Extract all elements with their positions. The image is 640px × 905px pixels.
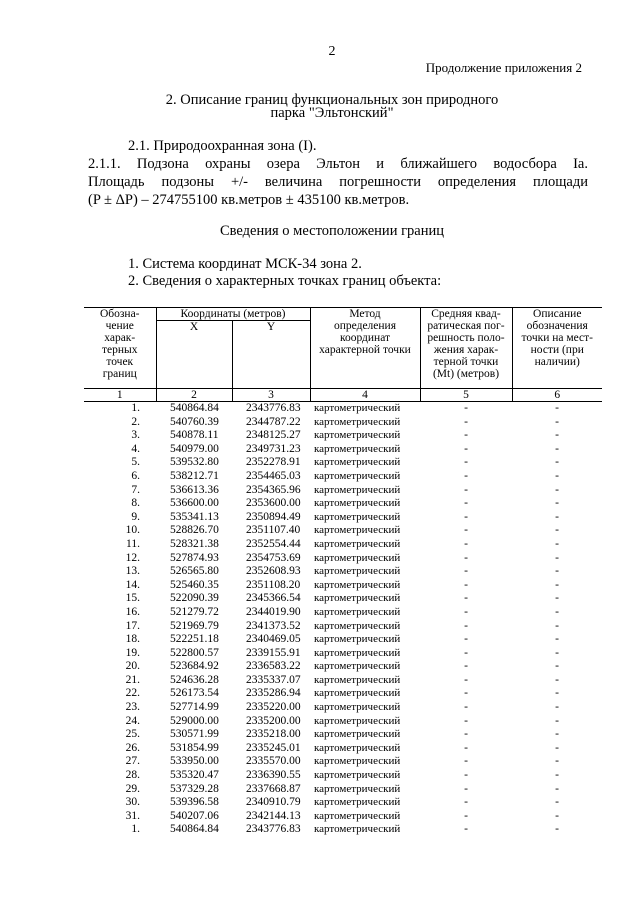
method: картометрический: [314, 469, 401, 482]
method: картометрический: [314, 687, 401, 700]
method: картометрический: [314, 755, 401, 768]
coord-y: 2335286.94: [246, 687, 301, 700]
description: -: [555, 660, 559, 673]
method: картометрический: [314, 809, 401, 822]
table-row: [84, 497, 602, 511]
coord-y: 2344019.90: [246, 605, 301, 618]
method: картометрический: [314, 728, 401, 741]
accuracy: -: [464, 782, 468, 795]
description: -: [555, 646, 559, 659]
coord-x: 535341.13: [170, 510, 219, 523]
coord-x: 530571.99: [170, 728, 219, 741]
description: -: [555, 633, 559, 646]
coord-y: 2342144.13: [246, 809, 301, 822]
method: картометрический: [314, 633, 401, 646]
description: -: [555, 429, 559, 442]
header-designation: Обозна- чение харак- терных точек границ: [84, 308, 156, 389]
coord-y: 2335218.00: [246, 728, 301, 741]
coord-x: 533950.00: [170, 755, 219, 768]
table-row: [84, 484, 602, 498]
col-number: 6: [512, 389, 602, 402]
point-number: 4.: [131, 442, 140, 455]
method: картометрический: [314, 673, 401, 686]
point-number: 26.: [125, 741, 140, 754]
coord-y: 2343776.83: [246, 402, 301, 414]
col-number: 1: [84, 389, 156, 402]
accuracy: -: [464, 646, 468, 659]
point-number: 6.: [131, 469, 140, 482]
description: -: [555, 415, 559, 428]
accuracy: -: [464, 510, 468, 523]
appendix-continuation-note: Продолжение приложения 2: [425, 60, 582, 75]
point-number: 1.: [131, 823, 140, 836]
boundary-points-table: [84, 307, 602, 837]
accuracy: -: [464, 565, 468, 578]
description: -: [555, 701, 559, 714]
method: картометрический: [314, 619, 401, 632]
accuracy: -: [464, 673, 468, 686]
coord-y: 2354753.69: [246, 551, 301, 564]
col-number: 4: [310, 389, 420, 402]
coord-x: 521969.79: [170, 619, 219, 632]
accuracy: -: [464, 605, 468, 618]
coord-x: 536600.00: [170, 497, 219, 510]
description: -: [555, 402, 559, 414]
coord-y: 2343776.83: [246, 823, 301, 836]
coord-y: 2352278.91: [246, 456, 301, 469]
accuracy: -: [464, 592, 468, 605]
table-row: [84, 660, 602, 674]
coord-x: 524636.28: [170, 673, 219, 686]
coord-y: 2351108.20: [246, 578, 301, 591]
accuracy: -: [464, 741, 468, 754]
coord-y: 2353600.00: [246, 497, 301, 510]
method: картометрический: [314, 646, 401, 659]
point-number: 1.: [131, 402, 140, 414]
method: картометрический: [314, 714, 401, 727]
table-row: [84, 742, 602, 756]
point-number: 5.: [131, 456, 140, 469]
coord-y: 2345366.54: [246, 592, 301, 605]
accuracy: -: [464, 633, 468, 646]
point-number: 31.: [125, 809, 140, 822]
table-row: [84, 592, 602, 606]
coord-y: 2340910.79: [246, 796, 301, 809]
table-body: [84, 402, 602, 838]
table-row: [84, 810, 602, 824]
description: -: [555, 755, 559, 768]
method: картометрический: [314, 497, 401, 510]
method: картометрический: [314, 565, 401, 578]
coord-x: 521279.72: [170, 605, 219, 618]
point-number: 8.: [131, 497, 140, 510]
description: -: [555, 442, 559, 455]
table-row: [84, 755, 602, 769]
coord-y: 2349731.23: [246, 442, 301, 455]
header-accuracy: Средняя квад- ратическая пог- решность поло- жения харак- терной точки (Mt) (метров): [420, 308, 512, 389]
description: -: [555, 565, 559, 578]
coord-x: 535320.47: [170, 769, 219, 782]
point-number: 27.: [125, 755, 140, 768]
description: -: [555, 687, 559, 700]
method: картометрический: [314, 524, 401, 537]
description: -: [555, 782, 559, 795]
subzone-text-line-1: 2.1.1. Подзона охраны озера Эльтон и ближайшего водосбора Ia.: [88, 156, 588, 172]
coord-y: 2336583.22: [246, 660, 301, 673]
coord-x: 522800.57: [170, 646, 219, 659]
accuracy: -: [464, 402, 468, 414]
point-number: 14.: [125, 578, 140, 591]
coord-y: 2351107.40: [246, 524, 301, 537]
coord-x: 540979.00: [170, 442, 219, 455]
method: картометрический: [314, 442, 401, 455]
table-row: [84, 769, 602, 783]
header-x: X: [156, 320, 232, 388]
description: -: [555, 809, 559, 822]
coord-y: 2352554.44: [246, 537, 301, 550]
accuracy: -: [464, 769, 468, 782]
point-number: 28.: [125, 769, 140, 782]
coord-y: 2340469.05: [246, 633, 301, 646]
section-title-line-1: 2. Описание границ функциональных зон природного: [165, 92, 499, 108]
coord-x: 539532.80: [170, 456, 219, 469]
point-number: 21.: [125, 673, 140, 686]
point-number: 11.: [126, 537, 140, 550]
description: -: [555, 510, 559, 523]
col-number: 2: [156, 389, 232, 402]
point-number: 24.: [125, 714, 140, 727]
boundary-info-title: Сведения о местоположении границ: [219, 223, 444, 239]
table-row: [84, 606, 602, 620]
table-row: [84, 538, 602, 552]
accuracy: -: [464, 415, 468, 428]
point-number: 13.: [125, 565, 140, 578]
accuracy: -: [464, 497, 468, 510]
method: картометрический: [314, 578, 401, 591]
description: -: [555, 524, 559, 537]
accuracy: -: [464, 456, 468, 469]
header-description: Описание обозначения точки на мест- ности (при наличии): [512, 308, 602, 389]
description: -: [555, 769, 559, 782]
accuracy: -: [464, 578, 468, 591]
accuracy: -: [464, 701, 468, 714]
coord-y: 2335570.00: [246, 755, 301, 768]
method: картометрический: [314, 510, 401, 523]
coord-y: 2354465.03: [246, 469, 301, 482]
description: -: [555, 537, 559, 550]
coord-x: 531854.99: [170, 741, 219, 754]
coord-x: 529000.00: [170, 714, 219, 727]
col-number: 3: [232, 389, 310, 402]
coord-x: 526565.80: [170, 565, 219, 578]
point-number: 25.: [125, 728, 140, 741]
coord-x: 522090.39: [170, 592, 219, 605]
coord-y: 2352608.93: [246, 565, 301, 578]
method: картометрический: [314, 415, 401, 428]
coord-x: 540760.39: [170, 415, 219, 428]
coord-x: 540864.84: [170, 823, 219, 836]
section-title-line-2: парка "Эльтонский": [270, 105, 394, 121]
method: картометрический: [314, 402, 401, 414]
table-row: [84, 796, 602, 810]
col-number: 5: [420, 389, 512, 402]
coord-x: 525460.35: [170, 578, 219, 591]
description: -: [555, 714, 559, 727]
method: картометрический: [314, 823, 401, 836]
accuracy: -: [464, 524, 468, 537]
accuracy: -: [464, 823, 468, 836]
boundary-points-item: 2. Сведения о характерных точках границ объекта:: [128, 273, 442, 289]
point-number: 17.: [125, 619, 140, 632]
coord-x: 523684.92: [170, 660, 219, 673]
table-row: [84, 633, 602, 647]
accuracy: -: [464, 755, 468, 768]
point-number: 2.: [131, 415, 140, 428]
accuracy: -: [464, 429, 468, 442]
table-row: [84, 524, 602, 538]
accuracy: -: [464, 660, 468, 673]
table-row: [84, 620, 602, 634]
table-row: [84, 823, 602, 837]
method: картометрический: [314, 782, 401, 795]
point-number: 23.: [125, 701, 140, 714]
method: картометрический: [314, 660, 401, 673]
header-y: Y: [232, 320, 310, 388]
point-number: 22.: [125, 687, 140, 700]
coord-x: 528321.38: [170, 537, 219, 550]
page-number: 2: [328, 44, 336, 59]
method: картометрический: [314, 429, 401, 442]
description: -: [555, 741, 559, 754]
point-number: 10.: [125, 524, 140, 537]
accuracy: -: [464, 483, 468, 496]
coord-y: 2344787.22: [246, 415, 301, 428]
point-number: 15.: [125, 592, 140, 605]
table-row: [84, 552, 602, 566]
method: картометрический: [314, 796, 401, 809]
coord-y: 2337668.87: [246, 782, 301, 795]
point-number: 3.: [131, 429, 140, 442]
coord-y: 2335200.00: [246, 714, 301, 727]
description: -: [555, 605, 559, 618]
coord-x: 538212.71: [170, 469, 219, 482]
table-row: [84, 443, 602, 457]
description: -: [555, 592, 559, 605]
accuracy: -: [464, 714, 468, 727]
point-number: 16.: [125, 605, 140, 618]
description: -: [555, 673, 559, 686]
subzone-text-line-2: Площадь подзоны +/- величина погрешности определения площади: [88, 174, 588, 190]
point-number: 19.: [125, 646, 140, 659]
point-number: 29.: [125, 782, 140, 795]
coord-x: 540878.11: [170, 429, 219, 442]
accuracy: -: [464, 796, 468, 809]
point-number: 9.: [131, 510, 140, 523]
accuracy: -: [464, 619, 468, 632]
description: -: [555, 796, 559, 809]
table-row: [84, 674, 602, 688]
method: картометрический: [314, 605, 401, 618]
coord-y: 2335245.01: [246, 741, 301, 754]
method: картометрический: [314, 701, 401, 714]
table-row: [84, 565, 602, 579]
description: -: [555, 469, 559, 482]
accuracy: -: [464, 469, 468, 482]
header-method: Метод определения координат характерной точки: [310, 308, 420, 389]
coord-y: 2335337.07: [246, 673, 301, 686]
coord-y: 2341373.52: [246, 619, 301, 632]
subzone-text-line-3: (P ± ΔP) – 274755100 кв.метров ± 435100 кв.метров.: [88, 192, 410, 208]
coord-y: 2354365.96: [246, 483, 301, 496]
point-number: 18.: [125, 633, 140, 646]
point-number: 7.: [131, 483, 140, 496]
accuracy: -: [464, 809, 468, 822]
coord-x: 537329.28: [170, 782, 219, 795]
accuracy: -: [464, 537, 468, 550]
coord-x: 536613.36: [170, 483, 219, 496]
description: -: [555, 619, 559, 632]
coord-y: 2350894.49: [246, 510, 301, 523]
table-row: [84, 728, 602, 742]
coord-x: 528826.70: [170, 524, 219, 537]
method: картометрический: [314, 592, 401, 605]
coord-y: 2335220.00: [246, 701, 301, 714]
coord-x: 526173.54: [170, 687, 219, 700]
zone-heading: 2.1. Природоохранная зона (I).: [128, 138, 317, 154]
table-row: [84, 783, 602, 797]
table-row: [84, 715, 602, 729]
coord-y: 2339155.91: [246, 646, 301, 659]
description: -: [555, 483, 559, 496]
method: картометрический: [314, 456, 401, 469]
table-row: [84, 402, 602, 416]
accuracy: -: [464, 442, 468, 455]
method: картометрический: [314, 483, 401, 496]
coord-x: 527714.99: [170, 701, 219, 714]
column-numbers-row: [84, 389, 602, 402]
method: картометрический: [314, 537, 401, 550]
method: картометрический: [314, 741, 401, 754]
table-row: [84, 647, 602, 661]
coordinate-system-item: 1. Система координат МСК-34 зона 2.: [128, 256, 362, 272]
coord-x: 522251.18: [170, 633, 219, 646]
point-number: 30.: [125, 796, 140, 809]
method: картометрический: [314, 769, 401, 782]
coord-x: 540864.84: [170, 402, 219, 414]
accuracy: -: [464, 728, 468, 741]
description: -: [555, 823, 559, 836]
accuracy: -: [464, 687, 468, 700]
coord-y: 2348125.27: [246, 429, 301, 442]
table-row: [84, 687, 602, 701]
table-row: [84, 701, 602, 715]
table-row: [84, 456, 602, 470]
table-row: [84, 470, 602, 484]
coord-x: 540207.06: [170, 809, 219, 822]
method: картометрический: [314, 551, 401, 564]
accuracy: -: [464, 551, 468, 564]
coord-y: 2336390.55: [246, 769, 301, 782]
point-number: 12.: [125, 551, 140, 564]
table-row: [84, 579, 602, 593]
description: -: [555, 551, 559, 564]
description: -: [555, 728, 559, 741]
table-row: [84, 429, 602, 443]
table-row: [84, 416, 602, 430]
header-coordinates: Координаты (метров): [156, 308, 310, 321]
description: -: [555, 578, 559, 591]
table-row: [84, 511, 602, 525]
point-number: 20.: [125, 660, 140, 673]
description: -: [555, 497, 559, 510]
coord-x: 539396.58: [170, 796, 219, 809]
description: -: [555, 456, 559, 469]
coord-x: 527874.93: [170, 551, 219, 564]
